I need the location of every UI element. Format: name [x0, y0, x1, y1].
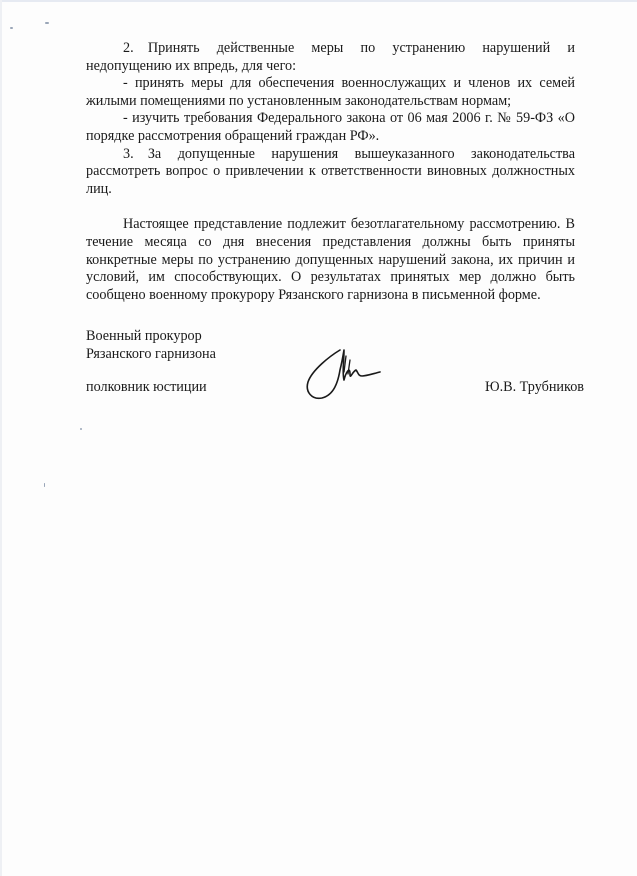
paragraph-subitem-law: - изучить требования Федерального закона от 06 мая 2006 г. № 59-ФЗ «О порядке рассмотрения обращений граждан РФ». — [86, 110, 575, 144]
paragraph-item-2: 2. Принять действенные меры по устранению нарушений и недопущению их впредь, для чего: — [86, 40, 575, 74]
scan-speck — [45, 22, 49, 24]
paragraph-item-3: 3. За допущенные нарушения вышеуказанного законодательства рассмотреть вопрос о привлечении к ответственности виновных должностных лиц. — [86, 145, 575, 197]
scan-speck — [80, 428, 82, 430]
signatory-name: Ю.В. Трубников — [485, 379, 584, 395]
scan-speck — [10, 27, 13, 29]
paragraph-conclusion: Настоящее представление подлежит безотлагательному рассмотрению. В течение месяца со дня внесения представления должны быть приняты конкретные меры по устранению допущенных нарушений закона, их причин и условий, им способствующих. О результатах принятых мер должно быть сообщено военному прокурору Рязанского гарнизона в письменной форме. — [86, 216, 575, 303]
scan-edge-left — [0, 0, 2, 876]
scan-speck — [44, 483, 45, 487]
scan-edge-top — [0, 0, 637, 2]
signatory-title-line1: Военный прокурор — [86, 328, 202, 344]
signatory-title — [86, 328, 216, 363]
paragraph-subitem-housing: - принять меры для обеспечения военнослужащих и членов их семей жилыми помещениями по установленным законодательствам нормам; — [86, 75, 575, 109]
signatory-rank: полковник юстиции — [86, 379, 207, 395]
signatory-title-line2: Рязанского гарнизона — [86, 345, 216, 362]
document-body — [86, 40, 575, 304]
handwritten-signature — [300, 342, 400, 404]
